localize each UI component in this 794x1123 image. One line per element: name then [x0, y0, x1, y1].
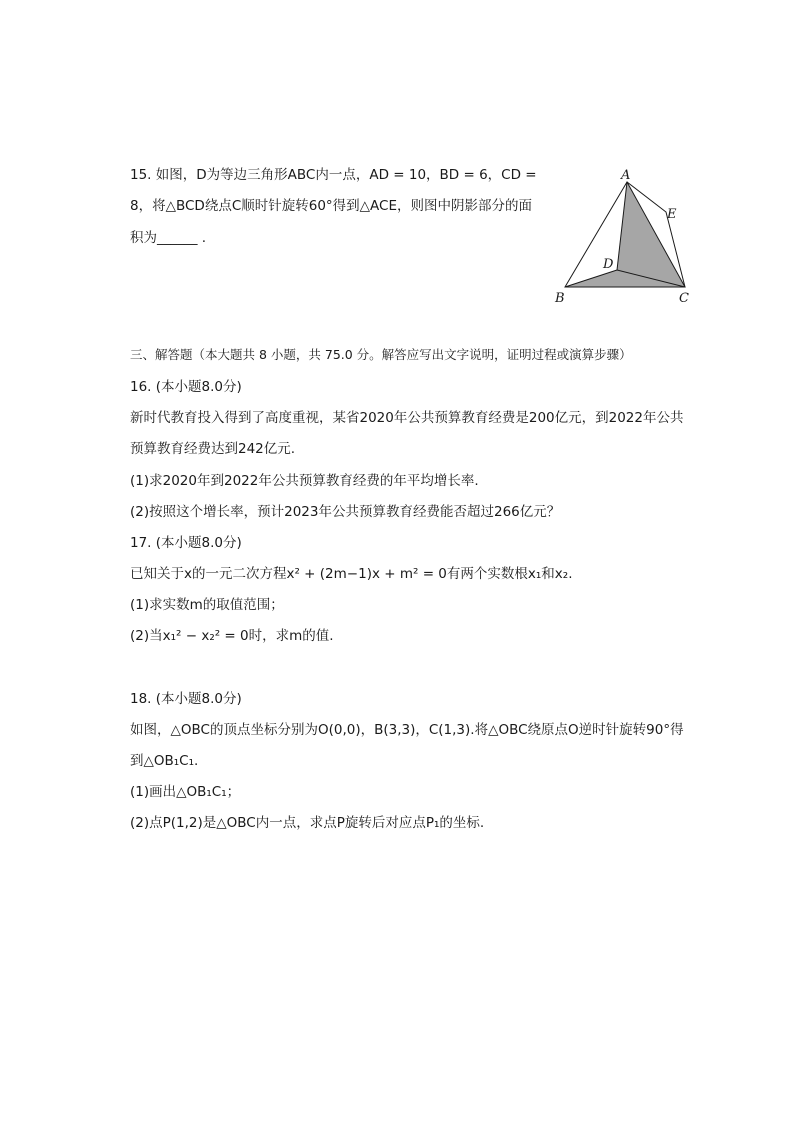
q16-text-1: 新时代教育投入得到了高度重视，某省2020年公共预算教育经费是200亿元，到2022年公共 [130, 410, 684, 426]
q16-text-2: 预算教育经费达到242亿元. [130, 441, 296, 457]
section-3-heading: 三、解答题（本大题共 8 小题，共 75.0 分。解答应写出文字说明，证明过程或演算步骤） [130, 347, 632, 362]
q15-line-3: 积为______ . [130, 230, 207, 246]
q16-part-1: (1)求2020年到2022年公共预算教育经费的年平均增长率. [130, 473, 479, 489]
q17-part-1: (1)求实数m的取值范围； [130, 597, 284, 613]
q16-part-2: (2)按照这个增长率，预计2023年公共预算教育经费能否超过266亿元？ [130, 504, 561, 520]
shaded-triangle-adc [617, 182, 685, 287]
q18-part-1: (1)画出△OB₁C₁； [130, 784, 241, 800]
q17-part-2: (2)当x₁² − x₂² = 0时，求m的值. [130, 628, 334, 644]
label-d: D [603, 257, 614, 272]
q18-text-1: 如图，△OBC的顶点坐标分别为O(0,0)，B(3,3)，C(1,3).将△OBC绕原点O逆时针旋转90°得 [130, 722, 684, 738]
q15-line-1: 15. 如图，D为等边三角形ABC内一点，AD = 10，BD = 6，CD = [130, 167, 537, 183]
q18-header: 18. (本小题8.0分) [130, 691, 242, 707]
q15-line-2: 8，将△BCD绕点C顺时针旋转60°得到△ACE，则图中阴影部分的面 [130, 198, 533, 214]
label-e: E [667, 207, 677, 222]
label-a: A [621, 168, 631, 183]
triangle-figure [550, 162, 700, 310]
q16-header: 16. (本小题8.0分) [130, 379, 242, 395]
q18-text-2: 到△OB₁C₁. [130, 753, 199, 769]
label-c: C [679, 291, 689, 306]
q18-part-2: (2)点P(1,2)是△OBC内一点，求点P旋转后对应点P₁的坐标. [130, 815, 485, 831]
q17-header: 17. (本小题8.0分) [130, 535, 242, 551]
label-b: B [555, 291, 565, 306]
q17-text-1: 已知关于x的一元二次方程x² + (2m−1)x + m² = 0有两个实数根x₁和x₂. [130, 566, 573, 582]
